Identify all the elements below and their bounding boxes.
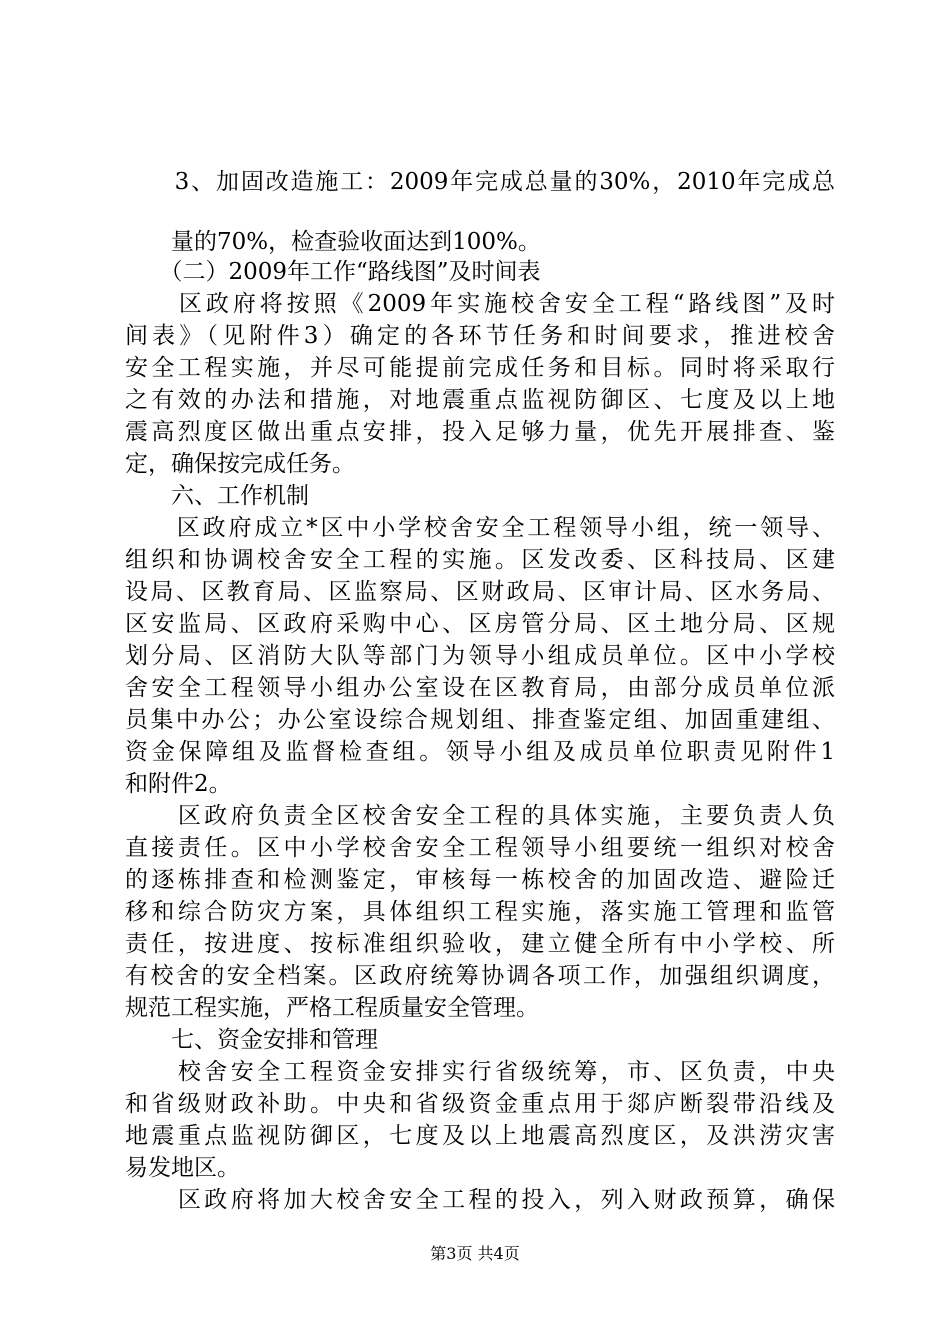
paragraph-line: 区政府负责全区校舍安全工程的具体实施，主要负责人负: [125, 803, 835, 829]
paragraph-line: 资金保障组及监督检查组。领导小组及成员单位职责见附件1: [125, 739, 835, 765]
paragraph-line: 和省级财政补助。中央和省级资金重点用于郯庐断裂带沿线及: [125, 1091, 835, 1117]
paragraph-line: 直接责任。区中小学校舍安全工程领导小组要统一组织对校舍: [125, 835, 835, 861]
paragraph-line: 震高烈度区做出重点安排，投入足够力量，优先开展排查、鉴: [125, 419, 835, 445]
paragraph-line: 规范工程实施，严格工程质量安全管理。: [125, 995, 539, 1021]
paragraph-line: 安全工程实施，并尽可能提前完成任务和目标。同时将采取行: [125, 355, 835, 381]
paragraph-line: 六、工作机制: [125, 483, 309, 509]
paragraph-line: 之有效的办法和措施，对地震重点监视防御区、七度及以上地: [125, 387, 835, 413]
paragraph-line: 移和综合防灾方案，具体组织工程实施，落实施工管理和监管: [125, 899, 835, 925]
paragraph-line: 量的70%，检查验收面达到100%。: [125, 229, 541, 255]
paragraph-line: 和附件2。: [125, 771, 232, 797]
paragraph-line: 责任，按进度、按标准组织验收，建立健全所有中小学校、所: [125, 931, 835, 957]
paragraph-line: 间表》（见附件3）确定的各环节任务和时间要求，推进校舍: [125, 323, 835, 349]
paragraph-line: 定，确保按完成任务。: [125, 451, 355, 477]
paragraph-line: 员集中办公；办公室设综合规划组、排查鉴定组、加固重建组、: [125, 707, 835, 733]
paragraph-line: 的逐栋排查和检测鉴定，审核每一栋校舍的加固改造、避险迁: [125, 867, 835, 893]
paragraph-line: 区政府将按照《2009年实施校舍安全工程“路线图”及时: [125, 291, 835, 317]
paragraph-line: 校舍安全工程资金安排实行省级统筹，市、区负责，中央: [125, 1059, 835, 1085]
paragraph-line: 易发地区。: [125, 1155, 240, 1181]
paragraph-line: 地震重点监视防御区，七度及以上地震高烈度区，及洪涝灾害: [125, 1123, 835, 1149]
paragraph-line: 舍安全工程领导小组办公室设在区教育局，由部分成员单位派: [125, 675, 835, 701]
paragraph-line: 3、加固改造施工：2009年完成总量的30%，2010年完成总: [125, 169, 835, 195]
paragraph-line: 有校舍的安全档案。区政府统筹协调各项工作，加强组织调度，: [125, 963, 835, 989]
paragraph-line: 组织和协调校舍安全工程的实施。区发改委、区科技局、区建: [125, 547, 835, 573]
paragraph-line: 划分局、区消防大队等部门为领导小组成员单位。区中小学校: [125, 643, 835, 669]
paragraph-line: （二）2009年工作“路线图”及时间表: [125, 259, 541, 285]
page-footer: 第3页 共4页: [430, 1244, 520, 1263]
paragraph-line: 设局、区教育局、区监察局、区财政局、区审计局、区水务局、: [125, 579, 835, 605]
paragraph-line: 区政府将加大校舍安全工程的投入，列入财政预算，确保: [125, 1187, 835, 1213]
paragraph-line: 七、资金安排和管理: [125, 1027, 378, 1053]
paragraph-line: 区政府成立*区中小学校舍安全工程领导小组，统一领导、: [125, 515, 835, 541]
paragraph-line: 区安监局、区政府采购中心、区房管分局、区土地分局、区规: [125, 611, 835, 637]
